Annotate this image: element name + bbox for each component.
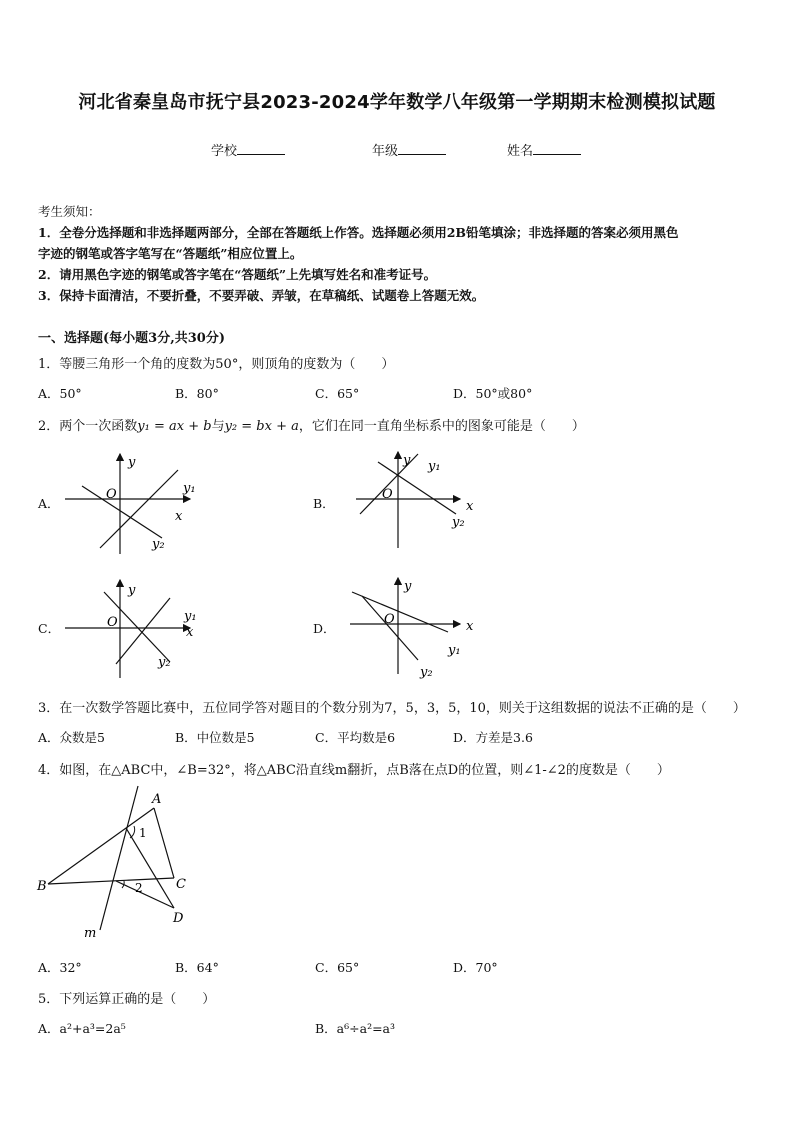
label-y1: y₁ [428,459,441,474]
q4-option-b[interactable]: B．64° [175,960,219,975]
label-m: m [84,926,97,941]
q2-graph-b [338,448,488,558]
school-blank[interactable] [237,142,285,155]
label-angle-1: 1 [139,826,147,840]
q4-figure [34,784,204,944]
q1-option-b[interactable]: B．80° [175,386,219,401]
label-b: B [37,879,47,894]
q3-option-c[interactable]: C．平均数是6 [315,730,396,745]
label-origin: O [382,487,393,502]
q2-option-d[interactable]: D． [313,621,336,636]
notice-item: 3．保持卡面清洁，不要折叠，不要弄破、弄皱，在草稿纸、试题卷上答题无效。 [38,288,485,303]
q2-option-b[interactable]: B． [313,496,335,511]
line-y1 [352,592,448,632]
label-x: x [466,619,474,634]
q3-option-d[interactable]: D．方差是3.6 [453,730,533,745]
q2-function-1: y₁ = ax + b [137,419,212,434]
q1-option-a[interactable]: A．50° [38,386,82,401]
grade-blank[interactable] [398,142,446,155]
school-field[interactable] [211,140,285,159]
q2-stem-post: ，它们在同一直角坐标系中的图象可能是（ ） [298,419,585,434]
segment-ba [48,808,154,884]
q2-graph-a [60,448,210,558]
q2-stem-mid: 与 [211,419,225,434]
question-3-stem: 3．在一次数学答题比赛中，五位同学答对题目的个数分别为7，5，3，5，10，则关于这组数据的说法不正确的是（ ） [38,701,746,716]
notice-heading: 考生须知： [38,204,101,219]
line-y2 [362,596,418,660]
q2-option-a[interactable]: A． [38,496,60,511]
q4-option-c[interactable]: C．65° [315,960,360,975]
q1-option-d[interactable]: D．50°或80° [453,386,533,401]
grade-label: 年级 [372,144,399,159]
label-y2: y₂ [420,665,433,680]
name-blank[interactable] [533,142,581,155]
exam-notice [38,201,758,306]
label-x: x [186,625,194,640]
q4-option-d[interactable]: D．70° [453,960,498,975]
q2-graph-c [60,574,210,684]
page-title: 河北省秦皇岛市抚宁县2023-2024学年数学八年级第一学期期末检测模拟试题 [78,92,716,113]
notice-item: 2．请用黑色字迹的钢笔或答字笔在“答题纸”上先填写姓名和准考证号。 [38,267,437,282]
label-y: y [403,453,411,468]
q3-option-b[interactable]: B．中位数是5 [175,730,255,745]
label-y: y [128,455,136,470]
label-a: A [152,792,162,807]
q5-option-a[interactable]: A．a²+a³=2a⁵ [38,1021,126,1036]
line-y2 [100,470,178,548]
question-4-stem: 4．如图，在△ABC中，∠B=32°，将△ABC沿直线m翻折，点B落在点D的位置，则∠1-∠2的度数是（ ） [38,763,670,778]
label-d: D [173,911,184,926]
label-x: x [175,509,183,524]
school-label: 学校 [211,144,238,159]
label-y2: y₂ [152,537,165,552]
label-y1: y₁ [183,481,196,496]
label-y1: y₁ [184,609,197,624]
label-y: y [404,579,412,594]
segment-bc [48,878,174,884]
q5-option-b[interactable]: B．a⁶÷a²=a³ [315,1021,396,1036]
q4-option-a[interactable]: A．32° [38,960,82,975]
segment-ac [154,808,174,878]
q3-option-a[interactable]: A．众数是5 [38,730,105,745]
name-label: 姓名 [507,144,534,159]
segment-ed [126,828,174,908]
label-y: y [128,583,136,598]
q2-stem-pre: 2．两个一次函数 [38,419,138,434]
label-y2: y₂ [452,515,465,530]
question-2-stem [38,415,585,434]
section-heading: 一、选择题(每小题3分,共30分) [38,331,225,346]
q2-graph-d [338,574,488,684]
grade-field[interactable] [372,140,446,159]
notice-item: 1．全卷分选择题和非选择题两部分，全部在答题纸上作答。选择题必须用2B铅笔填涂；非选择题的答案必须用黑色 [38,225,679,240]
question-5-stem: 5．下列运算正确的是（ ） [38,992,216,1007]
q1-option-c[interactable]: C．65° [315,386,360,401]
label-y2: y₂ [158,655,171,670]
name-field[interactable] [507,140,581,159]
student-info-fields [0,140,794,164]
label-y1: y₁ [448,643,461,658]
label-c: C [176,877,186,892]
label-origin: O [384,612,395,627]
question-1-stem: 1．等腰三角形一个角的度数为50°，则顶角的度数为（ ） [38,357,395,372]
line-m [100,786,138,930]
label-origin: O [106,487,117,502]
label-angle-2: 2 [135,881,143,895]
line-y1 [82,486,162,538]
label-origin: O [107,615,118,630]
label-x: x [466,499,474,514]
notice-item: 字迹的钢笔或答字笔写在“答题纸”相应位置上。 [38,246,303,261]
q2-option-c[interactable]: C． [38,621,61,636]
q2-function-2: y₂ = bx + a [224,419,299,434]
